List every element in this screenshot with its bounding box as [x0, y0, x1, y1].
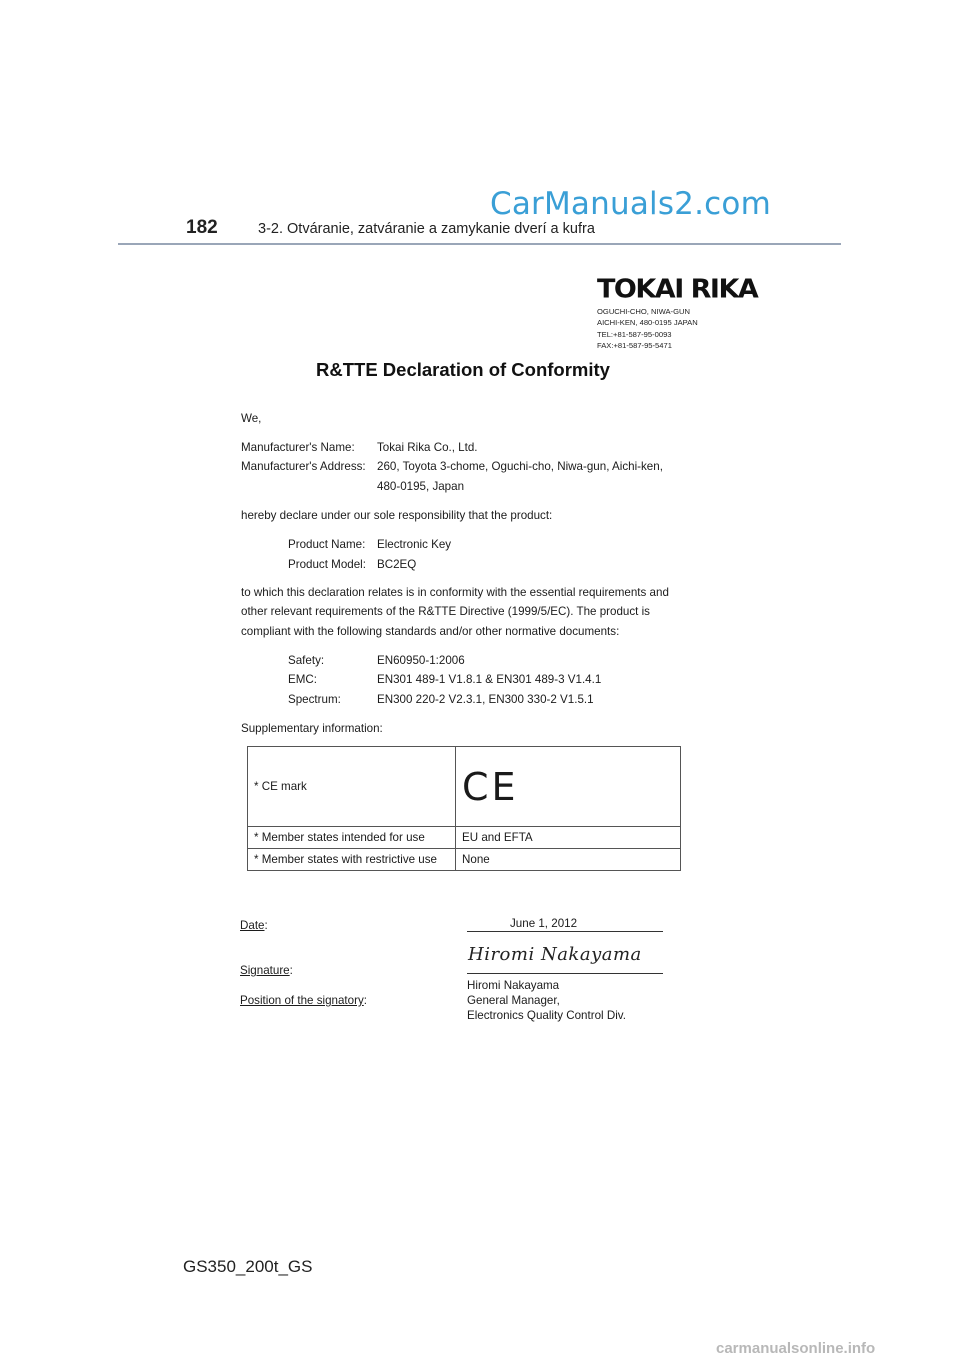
address-line: AICHI-KEN, 480-0195 JAPAN	[597, 318, 698, 328]
table-row	[248, 747, 681, 827]
signer-name: Hiromi Nakayama	[467, 979, 560, 992]
table-row	[248, 827, 681, 849]
manufacturer-address-label: Manufacturer's Address:	[241, 460, 366, 473]
supplementary-heading: Supplementary information:	[241, 722, 383, 735]
header-divider	[118, 243, 841, 245]
manufacturer-name-value: Tokai Rika Co., Ltd.	[377, 441, 478, 454]
ce-mark-cell	[456, 747, 681, 827]
table-cell-label: * CE mark	[248, 747, 456, 827]
standard-label: Safety:	[288, 654, 325, 667]
position-line: Electronics Quality Control Div.	[467, 1009, 626, 1022]
address-line: FAX:+81-587-95-5471	[597, 340, 672, 350]
table-row	[248, 849, 681, 871]
signature-label-text: Signature	[240, 964, 290, 977]
product-name-value: Electronic Key	[377, 538, 452, 551]
date-value: June 1, 2012	[510, 917, 578, 930]
manufacturer-name-label: Manufacturer's Name:	[241, 441, 355, 454]
product-model-label: Product Model:	[288, 558, 366, 571]
we-text: We,	[241, 412, 262, 425]
conformity-line: compliant with the following standards and/or other normative documents:	[241, 625, 620, 638]
signature-underline	[467, 973, 663, 974]
date-label: Date:	[240, 919, 268, 932]
standard-label: EMC:	[288, 673, 317, 686]
company-logo: TOKAI RIKA	[597, 274, 758, 305]
table-cell-value: EU and EFTA	[456, 827, 681, 849]
table-cell-label: * Member states with restrictive use	[248, 849, 456, 871]
manufacturer-address-line: 480-0195, Japan	[377, 480, 465, 493]
product-model-value: BC2EQ	[377, 558, 417, 571]
standard-value: EN300 220-2 V2.3.1, EN300 330-2 V1.5.1	[377, 693, 594, 706]
page-number: 182	[186, 217, 218, 238]
watermark-carmanualsonline: carmanualsonline.info	[716, 1340, 876, 1357]
conformity-line: other relevant requirements of the R&TTE Directive (1999/5/EC). The product is	[241, 605, 650, 618]
watermark-carmanuals2: CarManuals2.com	[490, 186, 771, 222]
standard-value: EN60950-1:2006	[377, 654, 465, 667]
signature-label: Signature:	[240, 964, 293, 977]
footer-model-code: GS350_200t_GS	[183, 1257, 313, 1276]
manufacturer-address-line: 260, Toyota 3-chome, Oguchi-cho, Niwa-gun, Aichi-ken,	[377, 460, 663, 473]
date-underline	[467, 931, 663, 932]
date-label-text: Date	[240, 919, 265, 932]
supplementary-table	[247, 746, 681, 871]
document-title: R&TTE Declaration of Conformity	[316, 359, 610, 380]
declaration-text: hereby declare under our sole responsibility that the product:	[241, 509, 553, 522]
handwritten-signature: Hiromi Nakayama	[468, 944, 642, 965]
standard-value: EN301 489-1 V1.8.1 & EN301 489-3 V1.4.1	[377, 673, 602, 686]
table-cell-label: * Member states intended for use	[248, 827, 456, 849]
address-line: OGUCHI-CHO, NIWA-GUN	[597, 307, 690, 316]
position-line: General Manager,	[467, 994, 560, 1007]
product-name-label: Product Name:	[288, 538, 366, 551]
ce-mark-icon: CE	[462, 764, 519, 809]
conformity-line: to which this declaration relates is in conformity with the essential requirements and	[241, 586, 669, 599]
address-line: TEL:+81-587-95-0093	[597, 329, 672, 339]
standard-label: Spectrum:	[288, 693, 341, 706]
position-label: Position of the signatory:	[240, 994, 367, 1007]
company-address	[597, 306, 698, 351]
section-title: 3-2. Otváranie, zatváranie a zamykanie dverí a kufra	[258, 221, 595, 237]
position-label-text: Position of the signatory	[240, 994, 364, 1007]
table-cell-value: None	[456, 849, 681, 871]
